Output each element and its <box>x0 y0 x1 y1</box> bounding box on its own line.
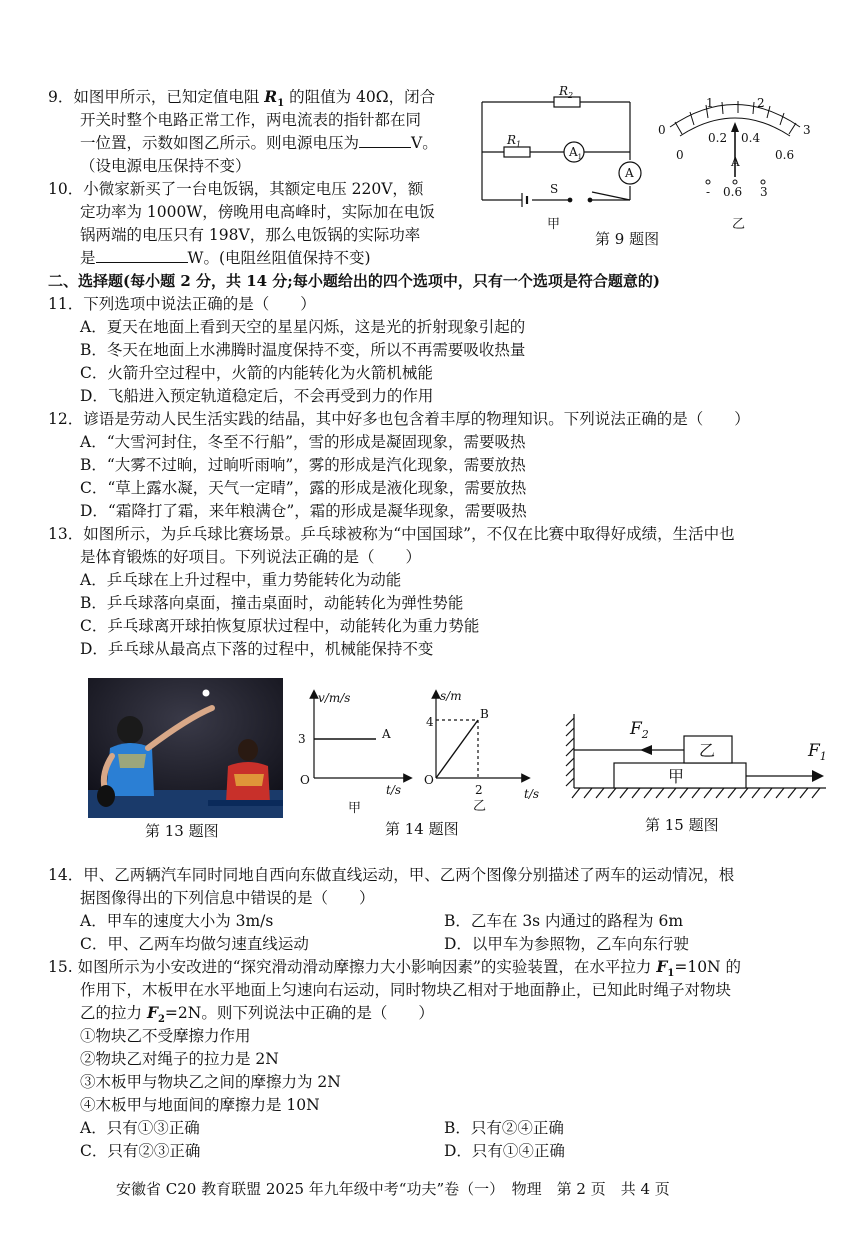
q13-stem-line1: 13．如图所示，为乒乓球比赛场景。乒乓球被称为“中国国球”，不仅在比赛中取得好成绩，生活中也 <box>48 525 735 543</box>
q13-stem-line2: 是体育锻炼的好项目。下列说法正确的是（ ） <box>80 548 422 566</box>
q12-option-a[interactable]: A．“大雪河封住，冬至不行船”，雪的形成是凝固现象，需要吸热 <box>80 433 526 451</box>
figure-9 <box>470 82 830 257</box>
svg-text:t/s: t/s <box>386 783 402 797</box>
svg-text:A: A <box>625 166 634 180</box>
q15-statement-2: ②物块乙对绳子的拉力是 2N <box>80 1050 279 1068</box>
svg-text:R2: $R_2$ <box>559 84 574 100</box>
svg-text:A: A <box>731 155 740 169</box>
q15-option-b[interactable]: B．只有②④正确 <box>444 1119 564 1137</box>
svg-text:甲: 甲 <box>668 767 685 786</box>
q12-option-c[interactable]: C．“草上露水凝，天气一定晴”，露的形成是液化现象，需要放热 <box>80 479 527 497</box>
q14-option-d[interactable]: D．以甲车为参照物，乙车向东行驶 <box>444 935 689 953</box>
q11-option-c[interactable]: C．火箭升空过程中，火箭的内能转化为火箭机械能 <box>80 364 433 382</box>
fig13-caption: 第 13 题图 <box>145 822 219 840</box>
q13-option-c[interactable]: C．乒乓球离开球拍恢复原状过程中，动能转化为重力势能 <box>80 617 480 635</box>
q9-line4: （设电源电压保持不变） <box>80 157 251 175</box>
svg-text:3: 3 <box>760 185 768 199</box>
figure-14 <box>290 686 550 816</box>
svg-text:0.6: 0.6 <box>723 185 743 199</box>
svg-text:3: 3 <box>803 123 811 137</box>
q10-line1: 10．小微家新买了一台电饭锅，其额定电压 220V，额 <box>48 180 424 198</box>
svg-text:s/m: s/m <box>440 689 462 703</box>
q9-line2: 开关时整个电路正常工作，两电流表的指针都在同 <box>80 111 422 129</box>
svg-text:-: - <box>706 185 711 199</box>
svg-text:2: 2 <box>757 96 765 110</box>
svg-text:甲: 甲 <box>547 217 561 232</box>
q13-option-a[interactable]: A．乒乓球在上升过程中，重力势能转化为动能 <box>80 571 402 589</box>
q10-line3: 锅两端的电压只有 198V，那么电饭锅的实际功率 <box>80 226 421 244</box>
q14-stem-line2: 据图像得出的下列信息中错误的是（ ） <box>80 889 375 907</box>
svg-text:乙: 乙 <box>699 741 716 760</box>
svg-text:乙: 乙 <box>732 217 746 232</box>
svg-text:O: O <box>424 773 434 787</box>
svg-text:第 9 题图: 第 9 题图 <box>595 230 660 248</box>
figure-15 <box>556 706 836 806</box>
fig15-caption: 第 15 题图 <box>645 816 719 834</box>
svg-text:B: B <box>480 707 489 721</box>
page-footer: 安徽省 C20 教育联盟 2025 年九年级中考“功夫”卷（一） 物理 第 2 页 共 4 页 <box>116 1180 670 1198</box>
svg-text:F1: $F_1$ <box>808 741 827 763</box>
q15-statement-1: ①物块乙不受摩擦力作用 <box>80 1027 251 1045</box>
q14-option-a[interactable]: A．甲车的速度大小为 3m/s <box>80 912 274 930</box>
svg-text:乙: 乙 <box>473 799 487 814</box>
svg-text:0: 0 <box>676 148 684 162</box>
q15-stem-line2: 作用下，木板甲在水平地面上匀速向右运动，同时物块乙相对于地面静止，已知此时绳子对物块 <box>80 981 732 999</box>
svg-text:A: A <box>382 727 391 741</box>
q15-stem-line1: 15. 如图所示为小安改进的“探究滑动滑动摩擦力大小影响因素”的实验装置，在水平拉力 $F_1=10N$ 的 <box>48 957 742 980</box>
svg-text:0.2: 0.2 <box>708 131 728 145</box>
q12-option-b[interactable]: B．“大雾不过晌，过晌听雨响”，雾的形成是汽化现象，需要放热 <box>80 456 526 474</box>
q15-statement-3: ③木板甲与物块乙之间的摩擦力为 2N <box>80 1073 341 1091</box>
q11-stem: 11．下列选项中说法正确的是（ ） <box>48 295 316 313</box>
q15-statement-4: ④木板甲与地面间的摩擦力是 10N <box>80 1096 320 1114</box>
svg-text:v/m/s: v/m/s <box>318 691 351 705</box>
q14-option-c[interactable]: C．甲、乙两车均做匀速直线运动 <box>80 935 309 953</box>
q10-line2: 定功率为 1000W，傍晚用电高峰时，实际加在电饭 <box>80 203 435 221</box>
q13-option-b[interactable]: B．乒乓球落向桌面，撞击桌面时，动能转化为弹性势能 <box>80 594 464 612</box>
q11-option-d[interactable]: D．飞船进入预定轨道稳定后，不会再受到力的作用 <box>80 387 434 405</box>
q11-option-a[interactable]: A．夏天在地面上看到天空的星星闪烁，这是光的折射现象引起的 <box>80 318 526 336</box>
svg-text:2: 2 <box>475 783 483 797</box>
svg-text:0: 0 <box>658 123 666 137</box>
svg-text:4: 4 <box>426 715 434 729</box>
q9-line3: 一位置，示数如图乙所示。则电源电压为 V。 <box>80 134 438 152</box>
svg-text:A1: $A_1$ <box>569 145 583 161</box>
q15-option-c[interactable]: C．只有②③正确 <box>80 1142 201 1160</box>
svg-text:F2: $F_2$ <box>630 719 649 741</box>
q10-answer-blank[interactable] <box>96 247 188 263</box>
svg-text:0.4: 0.4 <box>741 131 761 145</box>
svg-text:甲: 甲 <box>348 801 362 816</box>
q15-option-d[interactable]: D．只有①④正确 <box>444 1142 565 1160</box>
section-2-heading: 二、选择题(每小题 2 分，共 14 分;每小题给出的四个选项中，只有一个选项是符合题意的) <box>48 272 660 290</box>
q13-option-d[interactable]: D．乒乓球从最高点下落的过程中，机械能保持不变 <box>80 640 434 658</box>
q9-line1: 9．如图甲所示，已知定值电阻 $R_1$ 的阻值为 40Ω，闭合 <box>48 87 436 110</box>
q15-option-a[interactable]: A．只有①③正确 <box>80 1119 200 1137</box>
q14-stem-line1: 14．甲、乙两辆汽车同时同地自西向东做直线运动，甲、乙两个图像分别描述了两车的运动情况，根 <box>48 866 735 884</box>
svg-text:t/s: t/s <box>524 787 540 801</box>
q9-answer-blank[interactable] <box>359 132 411 148</box>
svg-text:S: S <box>550 182 559 196</box>
svg-text:O: O <box>300 773 310 787</box>
q11-option-b[interactable]: B．冬天在地面上水沸腾时温度保持不变，所以不再需要吸收热量 <box>80 341 526 359</box>
svg-text:1: 1 <box>706 96 714 110</box>
q15-stem-line3: 乙的拉力 $F_2=2N$。则下列说法中正确的是（ ） <box>80 1003 434 1026</box>
q12-stem: 12．谚语是劳动人民生活实践的结晶，其中好多也包含着丰厚的物理知识。下列说法正确的是（ ） <box>48 410 750 428</box>
svg-text:0.6: 0.6 <box>775 148 795 162</box>
table-tennis-photo <box>88 678 283 818</box>
fig14-caption: 第 14 题图 <box>385 820 459 838</box>
svg-text:R1: $R_1$ <box>507 133 522 149</box>
q14-option-b[interactable]: B．乙车在 3s 内通过的路程为 6m <box>444 912 684 930</box>
svg-text:3: 3 <box>298 732 306 746</box>
q10-line4: 是 W。(电阻丝阻值保持不变) <box>80 249 371 267</box>
q12-option-d[interactable]: D．“霜降打了霜，来年粮满仓”，霜的形成是凝华现象，需要吸热 <box>80 502 527 520</box>
